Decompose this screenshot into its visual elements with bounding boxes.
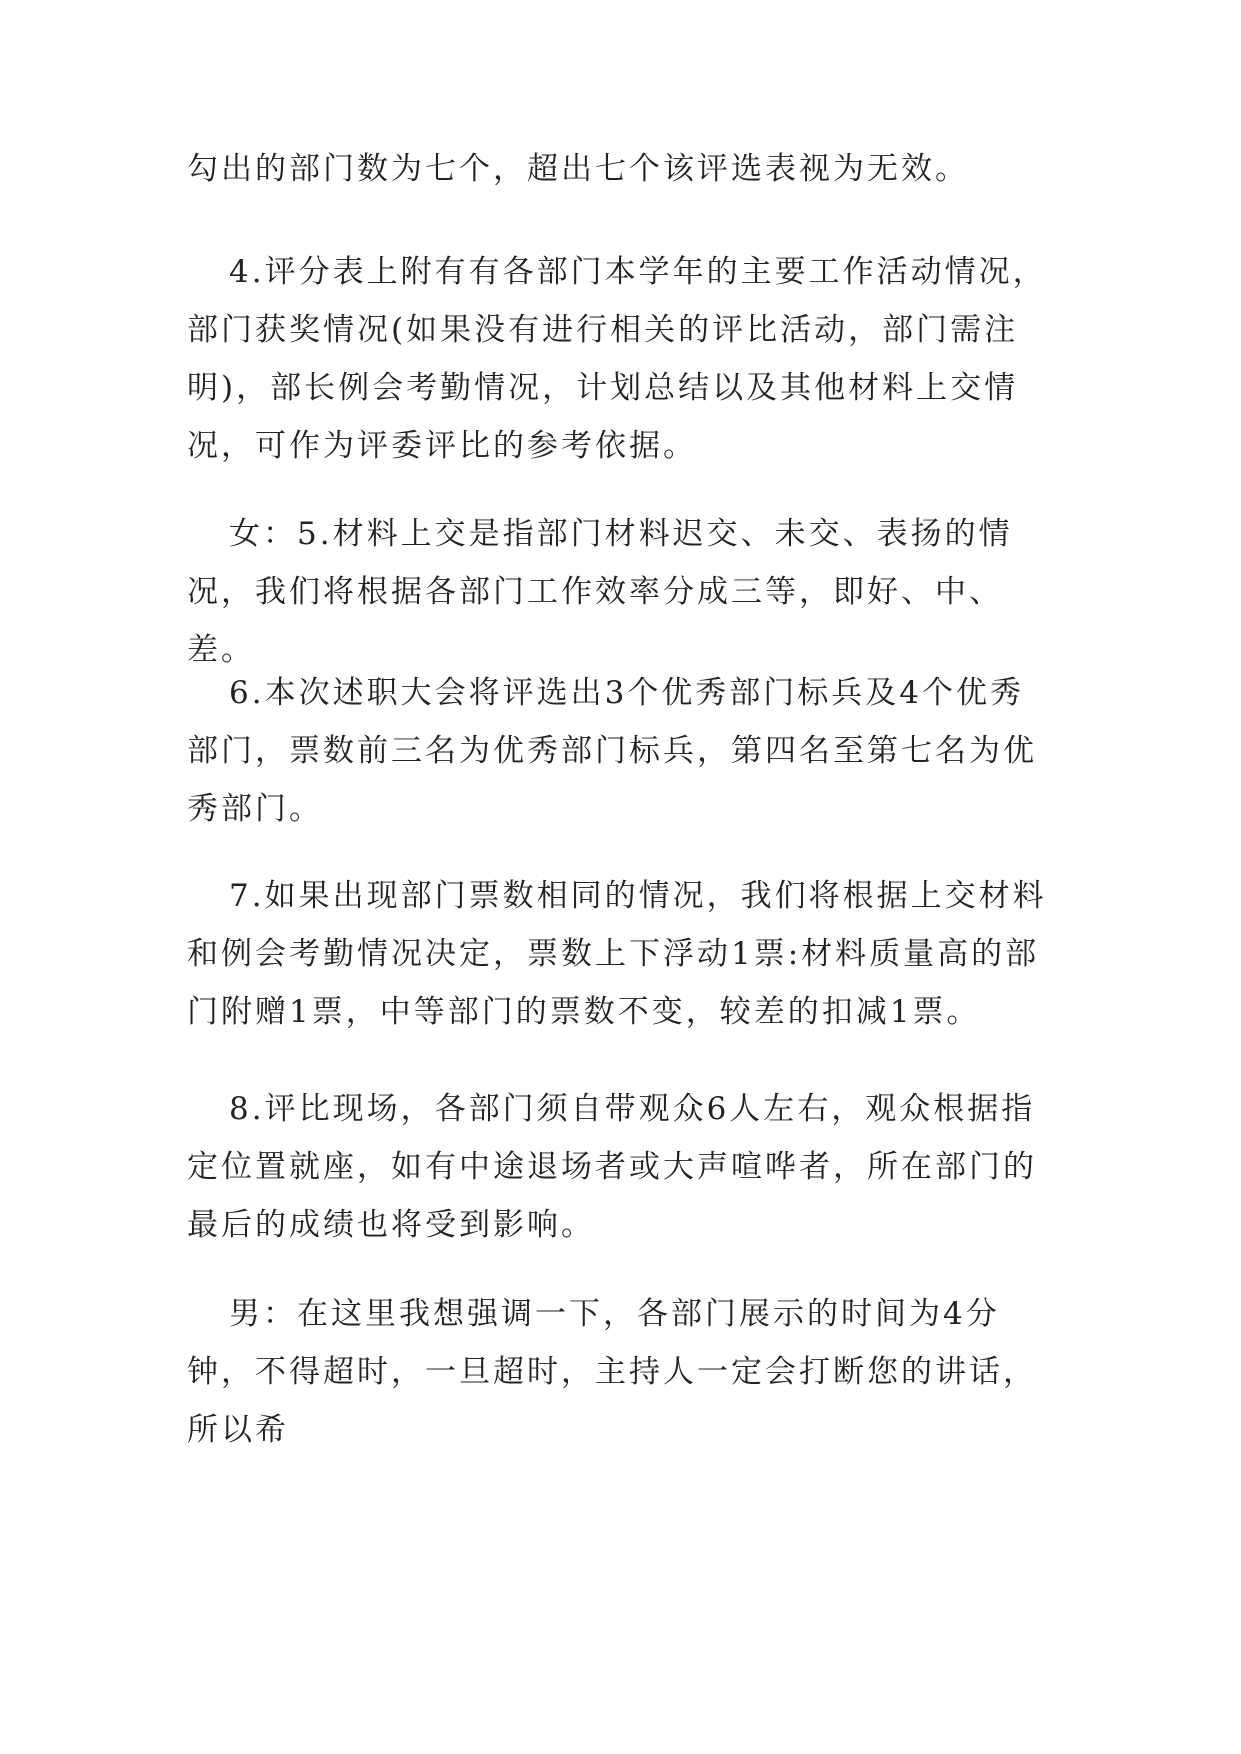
paragraph-item-8: 8.评比现场，各部门须自带观众6人左右，观众根据指定位置就座，如有中途退场者或大声喧哗者，所在部门的最后的成绩也将受到影响。: [187, 1091, 1037, 1243]
paragraph-item-4: 4.评分表上附有有各部门本学年的主要工作活动情况，部门获奖情况(如果没有进行相关的评比活动，部门需注明)，部长例会考勤情况，计划总结以及其他材料上交情况，可作为评委评比的参考依据。: [187, 254, 1047, 464]
paragraph-item-5: 女：5.材料上交是指部门材料迟交、未交、表扬的情况，我们将根据各部门工作效率分成三等，即好、中、差。: [187, 516, 1013, 668]
paragraph-speaker-male: 男：在这里我想强调一下，各部门展示的时间为4分钟，不得超时，一旦超时，主持人一定会打断您的讲话，所以希: [187, 1296, 1037, 1448]
paragraph-continuation: 勾出的部门数为七个，超出七个该评选表视为无效。: [187, 151, 969, 187]
paragraph-item-6: 6.本次述职大会将评选出3个优秀部门标兵及4个优秀部门，票数前三名为优秀部门标兵，第四名至第七名为优秀部门。: [187, 675, 1037, 827]
paragraph-item-7: 7.如果出现部门票数相同的情况，我们将根据上交材料和例会考勤情况决定，票数上下浮动1票:材料质量高的部门附赠1票，中等部门的票数不变，较差的扣减1票。: [187, 878, 1047, 1030]
